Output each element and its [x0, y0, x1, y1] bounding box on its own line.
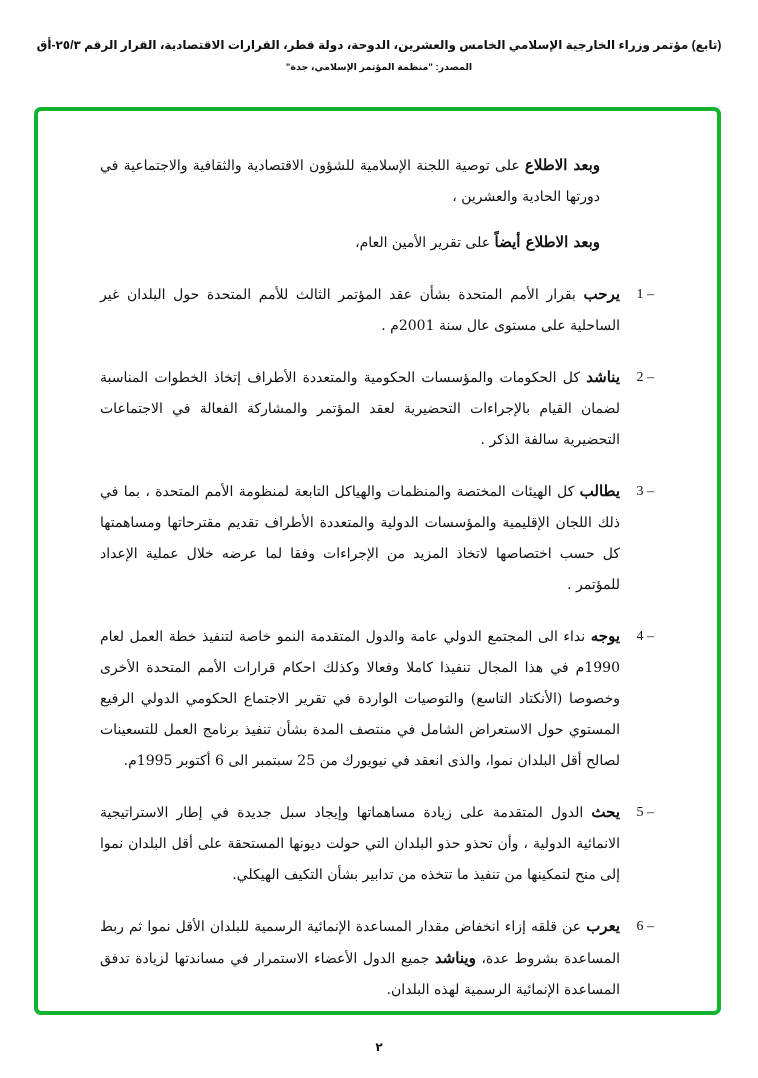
item-keyword: يحث [591, 803, 620, 821]
item-keyword: يعرب [586, 917, 620, 935]
preamble-keyword: وبعد الاطلاع [524, 156, 600, 174]
item-keyword: يرحب [583, 285, 620, 303]
resolution-item-6 [100, 911, 654, 1006]
resolution-item-1 [100, 279, 654, 342]
item-number: 2 – [636, 370, 654, 385]
item-text: كل الهيئات المختصة والمنظمات والهياكل التابعة لمنظومة الأمم المتحدة ، بما في ذلك اللجان الإقليمية والمؤسسات الدولية والمتعددة الأطراف تقديم مقترحاتها ومساهمتها كل حسب اختصاصها لاتخاذ المزيد من الإجراءات وفقا لما عرضه خلال عملية الإعداد للمؤتمر . [100, 484, 620, 593]
item-number: 1 – [636, 287, 654, 302]
item-text: عن قلقه إزاء انخفاض مقدار المساعدة الإنمائية الرسمية للبلدان الأقل نموا ثم ربط المساعدة بشروط عدة، [100, 919, 620, 967]
resolution-item-5 [100, 797, 654, 891]
preamble-text: على توصية اللجنة الإسلامية للشؤون الاقتصادية والثقافية والاجتماعية في دورتها الحادية والعشرين ، [100, 158, 600, 205]
preamble-text: على تقرير الأمين العام، [355, 235, 495, 251]
document-header-title: (تابع) مؤتمر وزراء الخارجية الإسلامي الخامس والعشرين، الدوحة، دولة قطر، القرارات الاقتصادية، القرار الرقم ٢٥/٣-أق [36, 38, 722, 52]
preamble-paragraph-1 [100, 150, 620, 213]
resolution-item-2 [100, 362, 654, 456]
page-number: ٢ [375, 1040, 383, 1054]
item-number: 5 – [636, 805, 654, 820]
item-keyword-secondary: ويناشد [434, 949, 476, 967]
item-text: كل الحكومات والمؤسسات الحكومية والمتعددة الأطراف إتخاذ الخطوات المناسبة لضمان القيام بالإجراءات التحضيرية لعقد المؤتمر والمشاركة الفعالة في الاجتماعات التحضيرية سالفة الذكر . [100, 370, 620, 448]
resolution-item-4 [100, 621, 654, 777]
resolution-body [100, 150, 654, 1006]
item-keyword: يطالب [579, 482, 620, 500]
item-text: بقرار الأمم المتحدة بشأن عقد المؤتمر الثالث للأمم المتحدة حول البلدان غير الساحلية على مستوى عال سنة 2001م . [100, 287, 620, 334]
item-number: 6 – [636, 919, 654, 934]
item-keyword: يناشد [586, 368, 620, 386]
document-header-source: المصدر: "منظمة المؤتمر الإسلامي، جدة" [285, 62, 473, 73]
item-number: 4 – [636, 629, 654, 644]
preamble-keyword: وبعد الاطلاع أيضاً [494, 233, 600, 251]
resolution-item-3 [100, 476, 654, 601]
preamble-paragraph-2 [100, 227, 620, 259]
item-keyword: يوجه [590, 627, 620, 645]
item-text-secondary: جميع الدول الأعضاء الاستمرار في مساندتها لزيادة تدفق المساعدة الإنمائية الرسمية لهذه البلدان. [100, 951, 620, 998]
item-text: نداء الى المجتمع الدولي عامة والدول المتقدمة النمو خاصة لتنفيذ خطة العمل لعام 1990م في هذا المجال تنفيذا كاملا وفعالا وكذلك احكام قرارات الأمم المتحدة الأخرى وخصوصا (الأنكتاد التاسع) والتوصيات الواردة في تقرير الاجتماع الحكومي الدولي الرفيع المستوي حول الاستعراض الشامل في منتصف المدة بشأن تنفيذ برنامج العمل للتسعينات لصالح أقل البلدان نموا، والذى انعقد في نيويورك من 25 سبتمبر الى 6 أكتوبر 1995م. [100, 629, 620, 769]
item-number: 3 – [636, 484, 654, 499]
item-text: الدول المتقدمة على زيادة مساهماتها وإيجاد سبل جديدة في إطار الاستراتيجية الانمائية الدولية ، وأن تحذو حذو البلدان التي حولت ديونها المستحقة على أقل البلدان نموا إلى منح لتمكينها من تنفيذ ما تتخذه من تدابير بشأن التكيف الهيكلي. [100, 805, 620, 883]
